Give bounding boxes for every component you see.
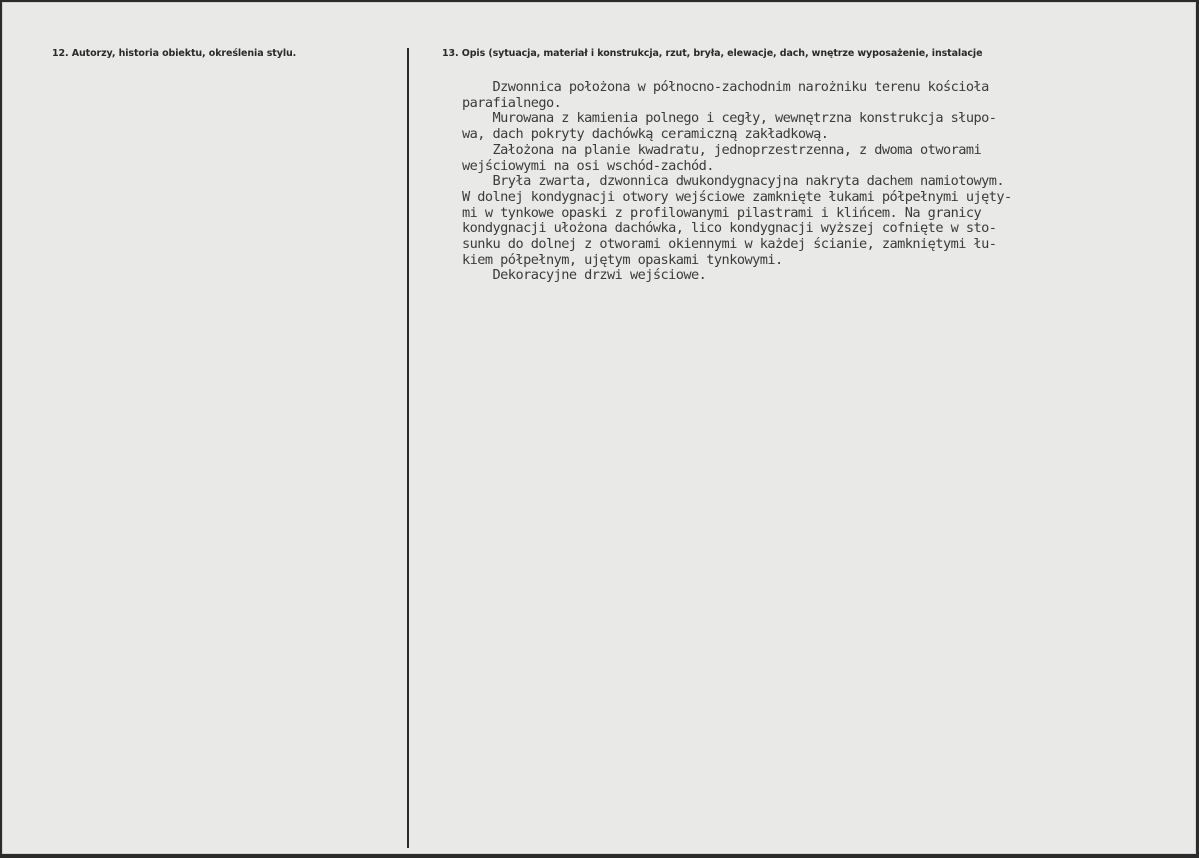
- description-line: mi w tynkowe opaski z profilowanymi pilastrami i klińcem. Na granicy: [462, 204, 982, 221]
- column-divider: [407, 48, 409, 848]
- description-line: kondygnacji ułożona dachówka, lico kondygnacji wyższej cofnięte w sto-: [462, 220, 997, 237]
- description-line: wejściowymi na osi wschód-zachód.: [462, 157, 714, 174]
- description-line: W dolnej kondygnacji otwory wejściowe zamknięte łukami półpełnymi ujęty-: [462, 188, 1012, 205]
- field-13-description: [462, 80, 1182, 284]
- description-line: Założona na planie kwadratu, jednoprzestrzenna, z dwoma otworami: [462, 141, 982, 158]
- field-12-label: 12. Autorzy, historia obiektu, określenia stylu.: [52, 48, 297, 59]
- description-line: Dekoracyjne drzwi wejściowe.: [462, 267, 707, 284]
- description-line: Dzwonnica położona w północno-zachodnim narożniku terenu kościoła: [462, 79, 989, 95]
- form-sheet: [2, 2, 1196, 854]
- description-line: kiem półpełnym, ujętym opaskami tynkowymi.: [462, 251, 783, 268]
- description-line: wa, dach pokryty dachówką ceramiczną zakładkową.: [462, 126, 829, 143]
- description-line: sunku do dolnej z otworami okiennymi w każdej ścianie, zamkniętymi łu-: [462, 236, 997, 253]
- description-line: Bryła zwarta, dzwonnica dwukondygnacyjna nakryta dachem namiotowym.: [462, 173, 1005, 190]
- description-line: Murowana z kamienia polnego i cegły, wewnętrzna konstrukcja słupo-: [462, 110, 997, 127]
- description-line: parafialnego.: [462, 94, 562, 111]
- field-13-label: 13. Opis (sytuacja, materiał i konstrukcja, rzut, bryła, elewacje, dach, wnętrze wyposażenie, instalacje: [442, 48, 983, 59]
